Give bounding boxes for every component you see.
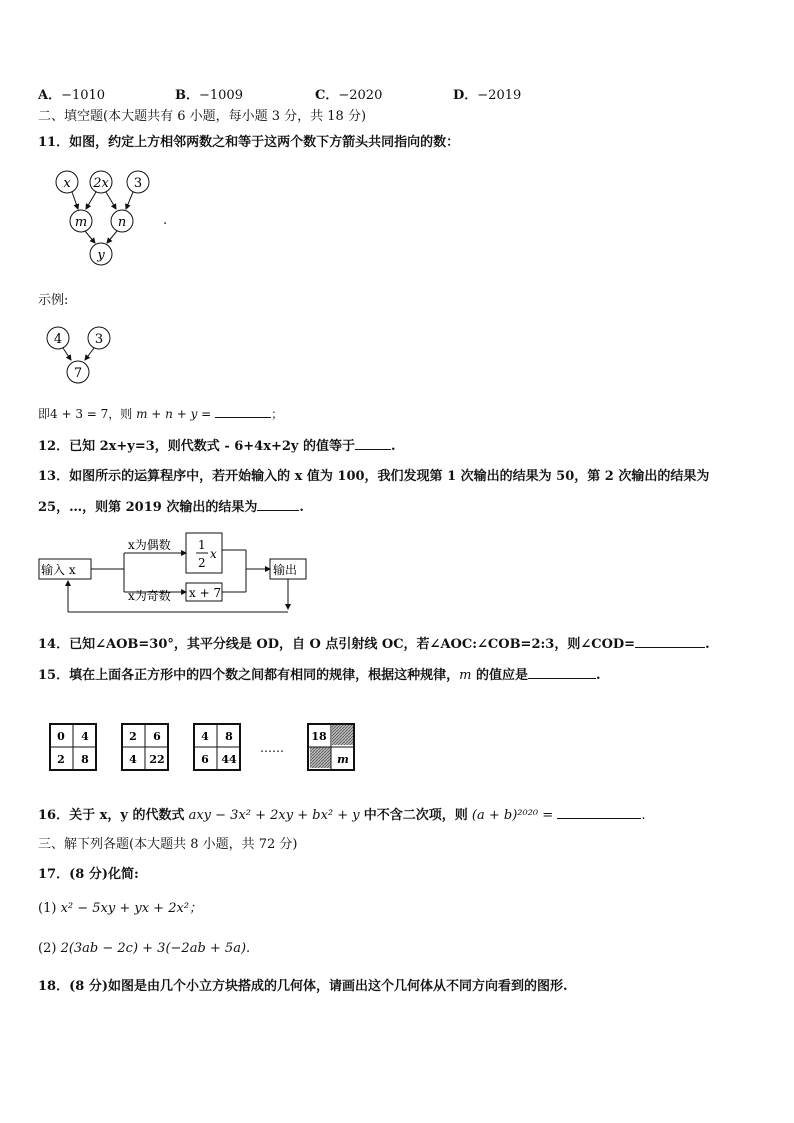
option-d: D．−2019 xyxy=(453,88,522,103)
svg-text:8: 8 xyxy=(81,753,89,766)
q11-period: . xyxy=(163,213,168,228)
option-b: B．−1009 xyxy=(175,88,243,103)
q13-blank[interactable] xyxy=(257,498,299,511)
node-y: y xyxy=(97,248,105,263)
svg-text:22: 22 xyxy=(149,753,165,766)
q14-blank[interactable] xyxy=(635,635,705,648)
q13-line1: 13．如图所示的运算程序中，若开始输入的 x 值为 100，我们发现第 1 次输出的结果为 50，第 2 次输出的结果为 xyxy=(38,469,710,484)
q16: 16．关于 x，y 的代数式 axy − 3x² + 2xy + bx² + y 中不含二次项，则 (a + b)²⁰²⁰ = . xyxy=(38,808,646,823)
section2-header: 二、填空题(本大题共有 6 小题，每小题 3 分，共 18 分) xyxy=(38,109,367,124)
node-m: m xyxy=(74,215,88,230)
flow-half-num: 1 xyxy=(198,538,206,552)
flow-odd: x为奇数 xyxy=(128,589,171,603)
q11-blank[interactable] xyxy=(215,405,271,418)
q14: 14．已知∠AOB=30°，其平分线是 OD，自 O 点引射线 OC，若∠AOC:∠COB=2:3，则∠COD= . xyxy=(38,637,710,652)
q13-line2: 25，…，则第 2019 次输出的结果为 . xyxy=(38,500,304,515)
q11-answer-line: 即4 + 3 = 7，则 m + n + y = ； xyxy=(38,407,284,421)
example-diagram xyxy=(43,326,123,386)
node-n: n xyxy=(117,215,127,230)
svg-text:4: 4 xyxy=(201,730,209,743)
svg-text:4: 4 xyxy=(129,753,137,766)
q15-squares xyxy=(48,720,368,776)
flow-even: x为偶数 xyxy=(128,538,171,552)
example-label: 示例: xyxy=(38,293,69,308)
example-node-3: 3 xyxy=(94,332,104,347)
q17-stem: 17．(8 分)化简: xyxy=(38,867,139,882)
option-a: A．−1010 xyxy=(38,88,106,103)
svg-text:2: 2 xyxy=(57,753,65,766)
node-x: x xyxy=(63,176,71,191)
svg-text:6: 6 xyxy=(153,730,161,743)
q12-blank[interactable] xyxy=(355,437,391,450)
q15-blank[interactable] xyxy=(528,666,596,679)
q15-dots: …… xyxy=(260,741,284,755)
q16-blank[interactable] xyxy=(557,806,641,819)
flow-half-var: x xyxy=(210,547,217,561)
svg-text:m: m xyxy=(337,753,349,766)
example-node-7: 7 xyxy=(73,366,83,381)
q11-stem: 11．如图，约定上方相邻两数之和等于这两个数下方箭头共同指向的数： xyxy=(38,135,460,150)
q15: 15．填在上面各正方形中的四个数之间都有相同的规律，根据这种规律，m 的值应是 . xyxy=(38,668,601,683)
node-3: 3 xyxy=(133,176,143,191)
example-node-4: 4 xyxy=(53,332,63,347)
q17-part2: (2) 2(3ab − 2c) + 3(−2ab + 5a). xyxy=(38,941,251,956)
flow-output: 输出 xyxy=(273,563,298,577)
svg-text:4: 4 xyxy=(81,730,89,743)
svg-text:8: 8 xyxy=(225,730,233,743)
q12: 12．已知 2x+y=3，则代数式 - 6+4x+2y 的值等于 . xyxy=(38,439,396,454)
q13-flowchart xyxy=(36,530,316,620)
svg-text:44: 44 xyxy=(221,753,237,766)
svg-text:2: 2 xyxy=(129,730,137,743)
q17-part1: (1) x² − 5xy + yx + 2x²； xyxy=(38,901,203,916)
flow-plus7: x + 7 xyxy=(189,586,222,600)
svg-text:18: 18 xyxy=(311,730,327,743)
section3-header: 三、解下列各题(本大题共 8 小题，共 72 分) xyxy=(38,837,298,852)
flow-input: 输入 x xyxy=(41,563,76,577)
svg-text:6: 6 xyxy=(201,753,209,766)
option-c: C．−2020 xyxy=(315,88,383,103)
flow-half-den: 2 xyxy=(198,556,206,570)
q11-diagram xyxy=(50,168,180,268)
q18: 18．(8 分)如图是由几个小立方块搭成的几何体，请画出这个几何体从不同方向看到的图形. xyxy=(38,979,568,994)
svg-text:0: 0 xyxy=(57,730,65,743)
node-2x: 2x xyxy=(93,176,109,191)
